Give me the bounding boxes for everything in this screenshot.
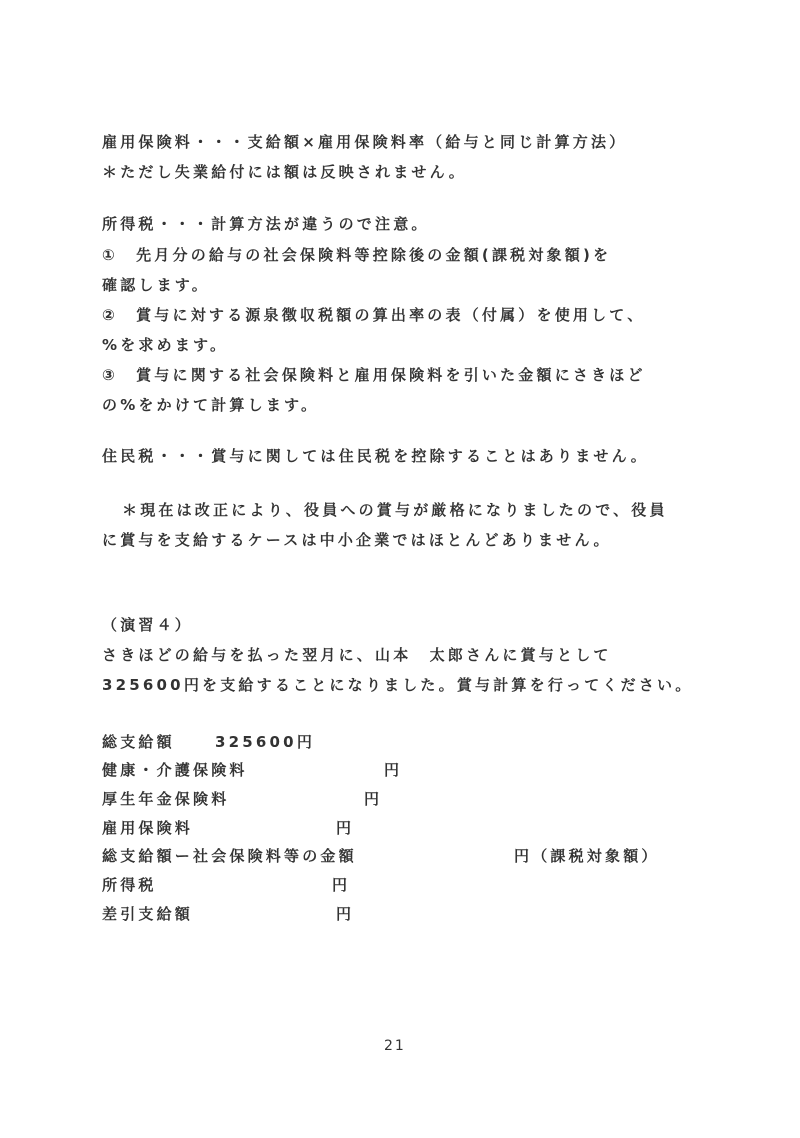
exercise-prompt-2: 325600円を支給することになりました。賞与計算を行ってください。 (102, 676, 694, 694)
page-number: 21 (384, 1038, 406, 1054)
form-label: 差引支給額 (102, 905, 194, 923)
form-unit: 円 (384, 761, 403, 779)
form-label: 所得税 (102, 876, 157, 894)
form-unit: 円 (336, 819, 355, 837)
income-tax-step-2-cont: %を求めます。 (102, 336, 229, 354)
form-value: 325600円 (215, 733, 316, 751)
note-line-2: に賞与を支給するケースは中小企業ではほとんどありません。 (102, 531, 612, 549)
income-tax-heading: 所得税・・・計算方法が違うので注意。 (102, 215, 430, 233)
form-label: 厚生年金保険料 (102, 790, 230, 808)
note-line-1: ＊現在は改正により、役員への賞与が厳格になりましたので、役員 (122, 501, 668, 519)
form-label: 健康・介護保険料 (102, 761, 248, 779)
form-unit: 円 (332, 876, 351, 894)
exercise-prompt-1: さきほどの給与を払った翌月に、山本 太郎さんに賞与として (102, 646, 612, 664)
income-tax-step-1-cont: 確認します。 (102, 276, 211, 294)
form-label: 総支給額 (102, 733, 175, 751)
form-label: 雇用保険料 (102, 819, 194, 837)
employment-insurance-line: 雇用保険料・・・支給額×雇用保険料率（給与と同じ計算方法） (102, 133, 628, 151)
form-label: 総支給額ー社会保険料等の金額 (102, 847, 357, 865)
form-unit: 円（課税対象額） (514, 847, 660, 865)
form-unit: 円 (364, 790, 383, 808)
income-tax-step-2: ② 賞与に対する源泉徴収税額の算出率の表（付属）を使用して、 (102, 306, 646, 324)
income-tax-step-3-cont: の%をかけて計算します。 (102, 396, 320, 414)
form-unit: 円 (336, 905, 355, 923)
exercise-title: （演習４） (102, 616, 194, 634)
resident-tax-line: 住民税・・・賞与に関しては住民税を控除することはありません。 (102, 447, 649, 465)
income-tax-step-3: ③ 賞与に関する社会保険料と雇用保険料を引いた金額にさきほど (102, 366, 646, 384)
income-tax-step-1: ① 先月分の給与の社会保険料等控除後の金額(課税対象額)を (102, 246, 612, 264)
employment-insurance-note: ＊ただし失業給付には額は反映されません。 (102, 163, 467, 181)
